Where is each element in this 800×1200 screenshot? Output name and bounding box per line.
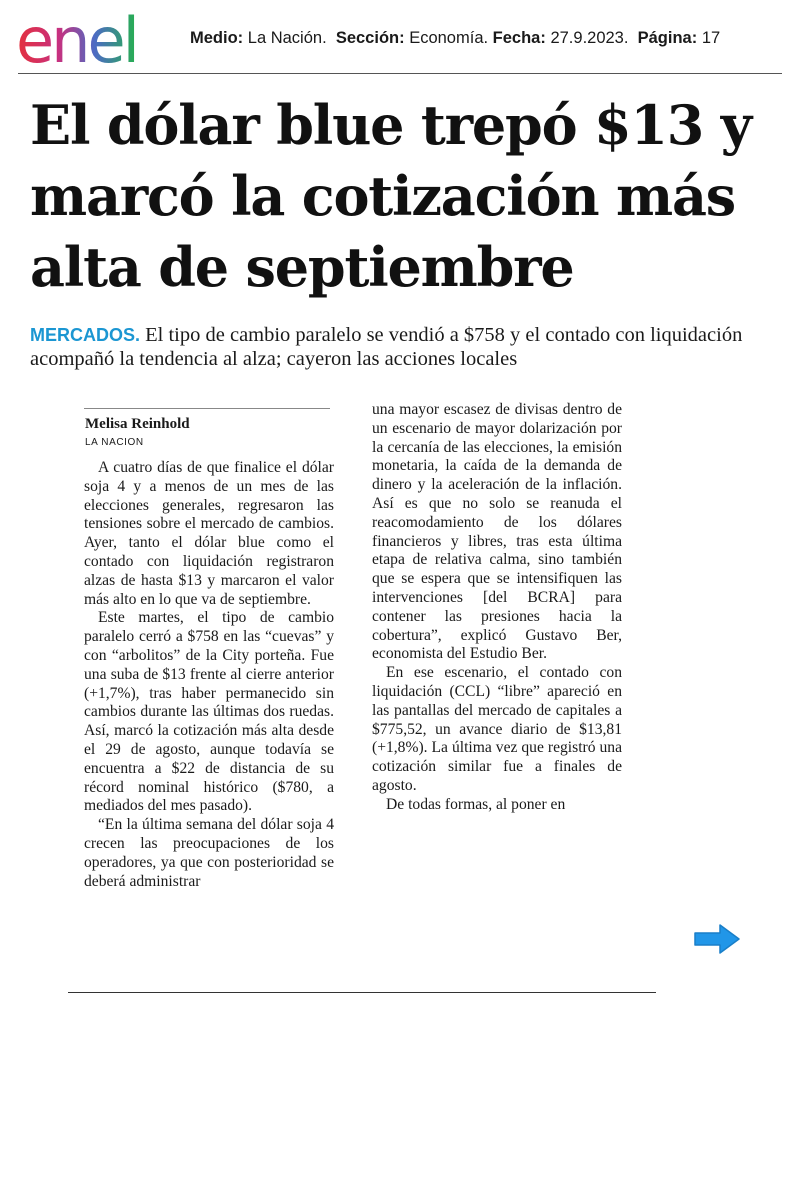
paragraph: De todas formas, al poner en xyxy=(386,795,566,813)
deck-text: El tipo de cambio paralelo se vendió a $758 y el contado con liquidación acompañó la tendencia al alza; cayeron las acciones locales xyxy=(30,324,743,370)
byline-rule xyxy=(84,408,330,409)
pagina-value: 17 xyxy=(701,29,721,47)
fecha-label: Fecha: xyxy=(492,29,546,47)
source-header xyxy=(190,29,792,48)
svg-text:enel: enel xyxy=(16,6,137,68)
bottom-divider xyxy=(68,992,656,993)
paragraph: En ese escenario, el contado con liquidación (CCL) “libre” apareció en las pantallas del mercado de capitales a $775,52, un avance diario de $13,81 (+1,8%). La última vez que registró una cotización similar fue a finales de agosto. xyxy=(372,664,622,794)
paragraph: “En la última semana del dólar soja 4 crecen las preocupaciones de los operadores, ya que con posterioridad se deberá administrar xyxy=(84,816,334,890)
fecha-value: 27.9.2023. xyxy=(550,29,629,47)
article-headline: El dólar blue trepó $13 y marcó la cotización más alta de septiembre xyxy=(30,93,751,299)
author-name: Melisa Reinhold xyxy=(85,416,190,432)
article-column-right xyxy=(372,401,622,815)
seccion-label: Sección: xyxy=(335,29,405,47)
article-column-left xyxy=(84,459,334,891)
pagina-label: Página: xyxy=(637,29,698,47)
paragraph: una mayor escasez de divisas dentro de un escenario de mayor dolarización por la cercanía de las elecciones, la emisión monetaria, la caída de la demanda de dinero y la aceleración de la inflación. Así es que no solo se reanuda el reacomodamiento de los dólares financieros y libres, tras esta última etapa de relativa calma, sino también que se espera que se intensifiquen las intervenciones [del BCRA] para contener las presiones hacia la cobertura”, explicó Gustavo Ber, economista del Estudio Ber. xyxy=(372,401,622,663)
paragraph: A cuatro días de que finalice el dólar soja 4 y a menos de un mes de las elecciones generales, regresaron las tensiones sobre el mercado de cambios. Ayer, tanto el dólar blue como el contado con liquidación registraron alzas de hasta $13 y marcaron el valor más alto en lo que va de septiembre. xyxy=(84,459,334,608)
medio-value: La Nación. xyxy=(247,29,327,47)
paragraph: Este martes, el tipo de cambio paralelo cerró a $758 en las “cuevas” y con “arbolitos” de la City porteña. Fue una suba de $13 frente al cierre anterior (+1,7%), tras haber permanecido sin cambios durante las últimas dos ruedas. Así, marcó la cotización más alta desde el 29 de agosto, aunque todavía se encuentra a $22 de distancia de su récord nominal histórico ($780, a mediados del mes pasado). xyxy=(84,609,334,815)
article-deck xyxy=(30,323,775,371)
header-divider xyxy=(18,73,782,74)
author-outlet: LA NACION xyxy=(85,437,144,448)
medio-label: Medio: xyxy=(190,29,244,47)
section-kicker: MERCADOS. xyxy=(30,325,141,345)
arrow-right-icon[interactable] xyxy=(692,922,742,956)
enel-logo xyxy=(16,6,186,68)
seccion-value: Economía. xyxy=(409,29,489,47)
